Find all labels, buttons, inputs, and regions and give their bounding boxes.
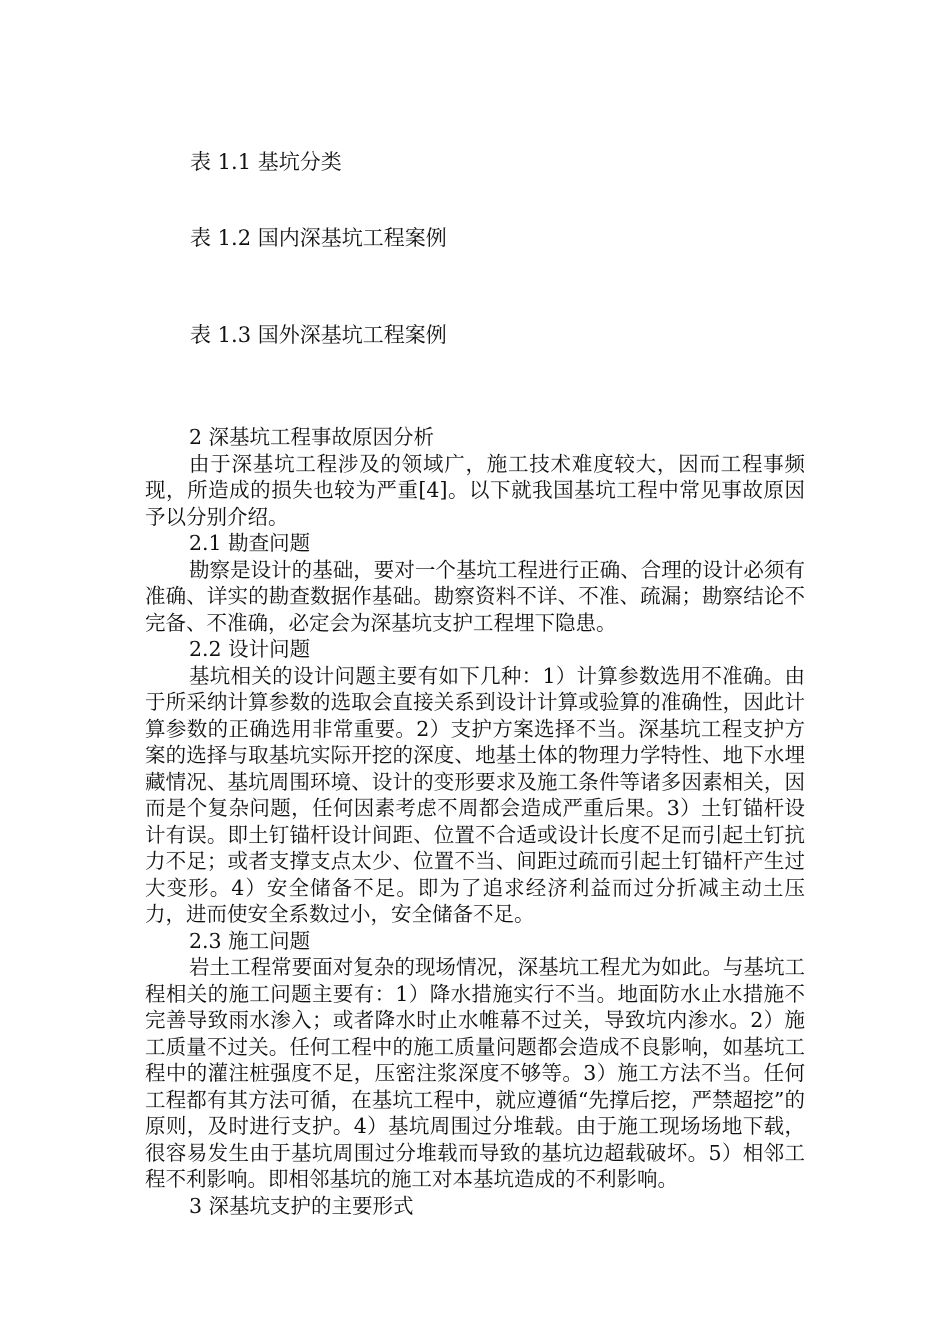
table-caption-1-2: 表 1.2 国内深基坑工程案例 <box>190 226 447 250</box>
subsection-2-3-text: 岩土工程常要面对复杂的现场情况，深基坑工程尤为如此。与基坑工程相关的施工问题主要有：1）降水措施实行不当。地面防水止水措施不完善导致雨水渗入；或者降水时止水帷幕不过关，导致坑内渗水。2）施工质量不过关。任何工程中的施工质量问题都会造成不良影响，如基坑工程中的灌注桩强度不足，压密注浆深度不够等。3）施工方法不当。任何工程都有其方法可循，在基坑工程中，就应遵循“先撑后挖，严禁超挖”的原则，及时进行支护。4）基坑周围过分堆载。由于施工现场场地下载，很容易发生由于基坑周围过分堆载而导致的基坑边超载破坏。5）相邻工程不利影响。即相邻基坑的施工对本基坑造成的不利影响。 <box>145 955 805 1191</box>
section-heading-3: 3 深基坑支护的主要形式 <box>189 1193 414 1218</box>
table-caption-1-1: 表 1.1 基坑分类 <box>190 150 342 174</box>
document-body <box>145 424 805 1219</box>
subsection-heading-2-1: 2.1 勘查问题 <box>189 531 311 555</box>
section-2-intro: 由于深基坑工程涉及的领域广，施工技术难度较大，因而工程事频现，所造成的损失也较为严重[4]。以下就我国基坑工程中常见事故原因予以分别介绍。 <box>145 451 805 529</box>
subsection-2-1-text: 勘察是设计的基础，要对一个基坑工程进行正确、合理的设计必须有准确、详实的勘查数据作基础。勘察资料不详、不准、疏漏；勘察结论不完备、不准确，必定会为深基坑支护工程埋下隐患。 <box>145 557 805 635</box>
section-heading-2: 2 深基坑工程事故原因分析 <box>189 425 435 449</box>
subsection-heading-2-3: 2.3 施工问题 <box>189 928 311 953</box>
subsection-heading-2-2: 2.2 设计问题 <box>189 637 311 661</box>
subsection-2-2-text: 基坑相关的设计问题主要有如下几种：1）计算参数选用不准确。由于所采纳计算参数的选取会直接关系到设计计算或验算的准确性，因此计算参数的正确选用非常重要。2）支护方案选择不当。深基坑工程支护方案的选择与取基坑实际开挖的深度、地基土体的物理力学特性、地下水埋藏情况、基坑周围环境、设计的变形要求及施工条件等诸多因素相关，因而是个复杂问题，任何因素考虑不周都会造成严重后果。3）土钉锚杆设计有误。即土钉锚杆设计间距、位置不合适或设计长度不足而引起土钉抗力不足；或者支撑支点太少、位置不当、间距过疏而引起土钉锚杆产生过大变形。4）安全储备不足。即为了追求经济利益而过分折减主动土压力，进而使安全系数过小，安全储备不足。 <box>145 663 805 926</box>
table-caption-1-3: 表 1.3 国外深基坑工程案例 <box>190 323 447 347</box>
